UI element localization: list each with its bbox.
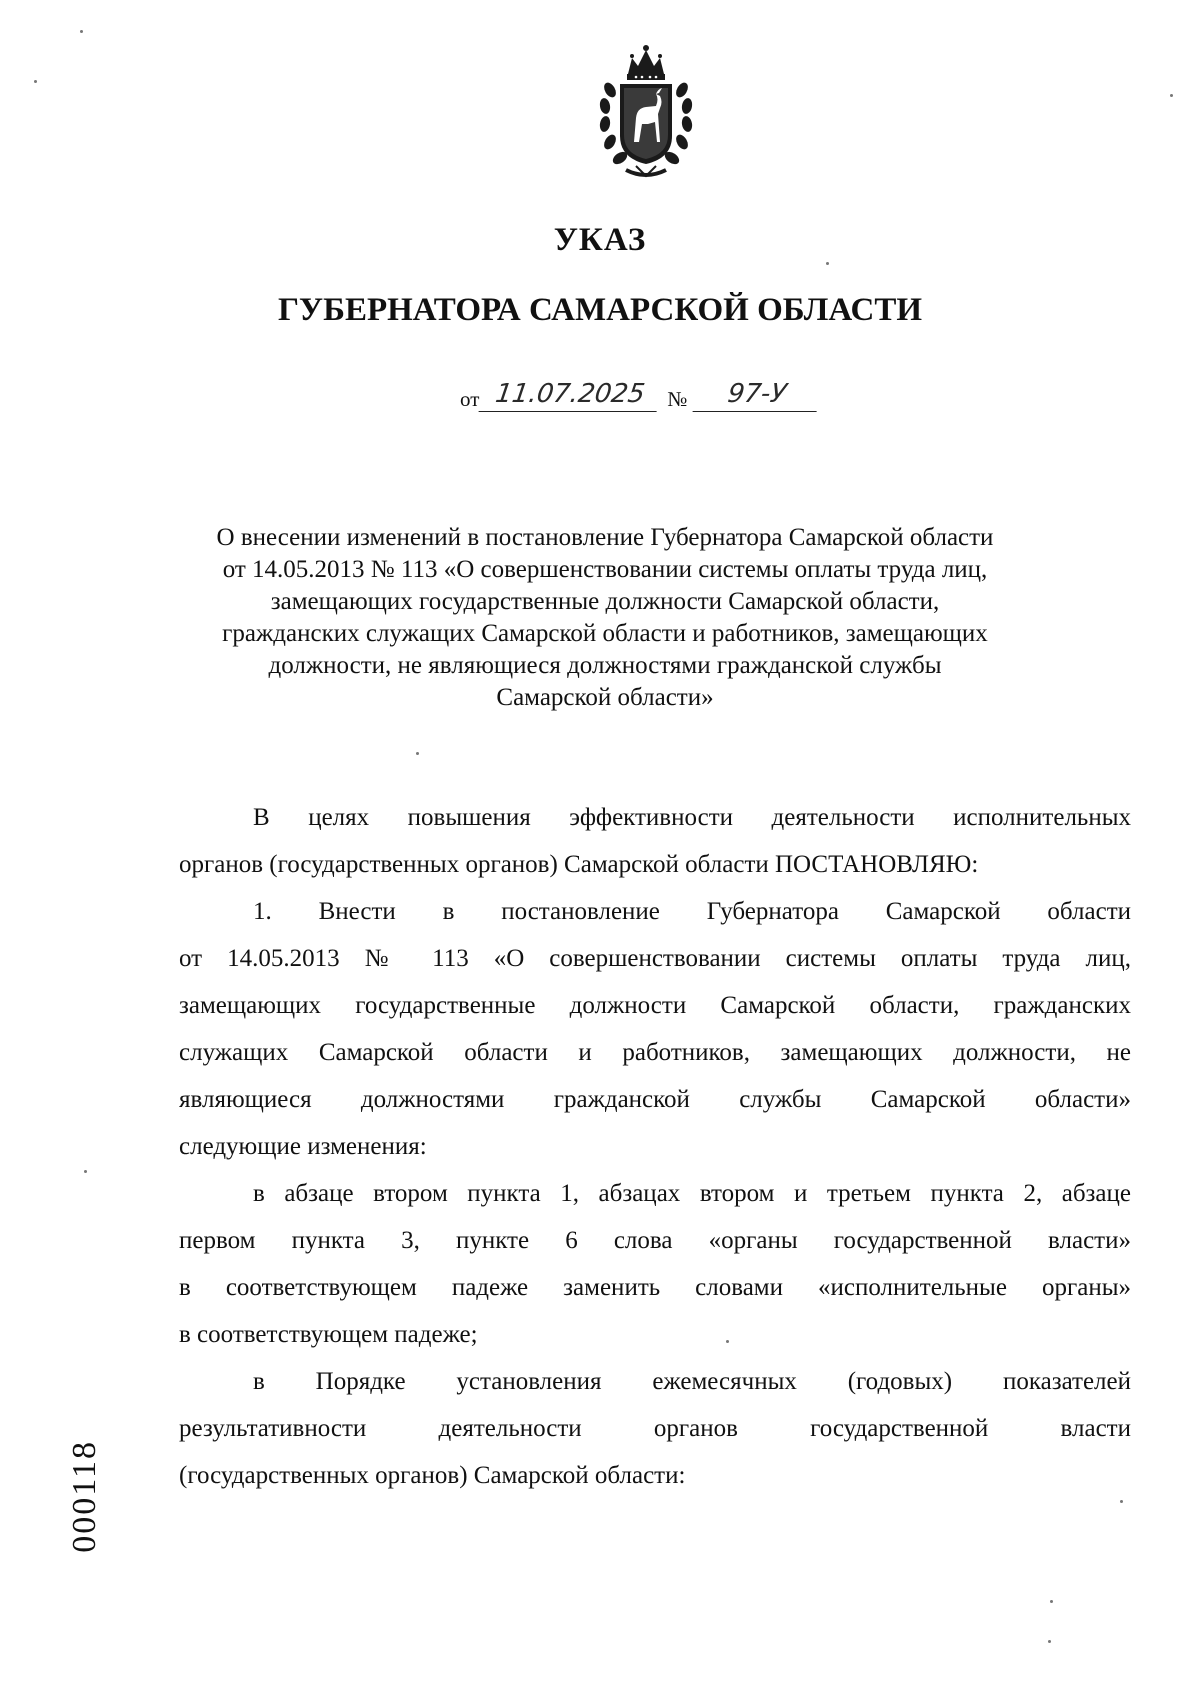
side-number-text: 000118: [66, 1440, 103, 1553]
body-line: В целях повышения эффективности деятельности исполнительных: [253, 804, 1131, 831]
body-line: в соответствующем падеже;: [179, 1321, 478, 1348]
date-number-line: [460, 372, 819, 412]
subject-line: Самарской области»: [496, 684, 714, 711]
scan-speck: [1048, 1640, 1051, 1643]
subject-line: должности, не являющиеся должностями гражданской службы: [268, 652, 942, 679]
coat-of-arms-icon: [596, 44, 696, 182]
scan-speck: [84, 1170, 87, 1173]
body-line: результативности деятельности органов государственной власти: [179, 1415, 1131, 1442]
body-line: замещающих государственные должности Самарской области, гражданских: [179, 992, 1131, 1019]
body-line: в соответствующем падеже заменить словами «исполнительные органы»: [179, 1274, 1131, 1301]
scan-speck: [826, 262, 829, 265]
body-line: органов (государственных органов) Самарской области ПОСТАНОВЛЯЮ:: [179, 851, 979, 878]
document-subtitle: ГУБЕРНАТОРА САМАРСКОЙ ОБЛАСТИ: [277, 292, 923, 328]
body-line: следующие изменения:: [179, 1133, 427, 1160]
scan-speck: [416, 752, 419, 755]
scan-speck: [80, 30, 83, 33]
scan-speck: [34, 80, 37, 83]
number-label: №: [667, 387, 688, 411]
subject-line: замещающих государственные должности Самарской области,: [270, 588, 940, 615]
handwritten-date: 11.07.2025: [479, 377, 662, 412]
scan-speck: [1050, 1600, 1053, 1603]
document-body: [179, 794, 1131, 1499]
body-line: служащих Самарской области и работников, замещающих должности, не: [179, 1039, 1131, 1066]
side-page-number: [66, 1440, 104, 1553]
body-line: (государственных органов) Самарской области:: [179, 1462, 686, 1489]
body-line: 1. Внести в постановление Губернатора Самарской области: [253, 898, 1131, 925]
body-line: в Порядке установления ежемесячных (годовых) показателей: [253, 1368, 1131, 1395]
body-line: первом пункта 3, пункте 6 слова «органы государственной власти»: [179, 1227, 1131, 1254]
scan-speck: [1170, 94, 1173, 97]
body-line: являющиеся должностями гражданской службы Самарской области»: [179, 1086, 1131, 1113]
scan-speck: [726, 1340, 729, 1343]
body-line: от 14.05.2013 № 113 «О совершенствовании системы оплаты труда лиц,: [179, 945, 1131, 972]
scan-speck: [1120, 1500, 1123, 1503]
date-label: от: [460, 387, 480, 411]
document-title: УКАЗ: [553, 222, 647, 258]
subject-line: О внесении изменений в постановление Губернатора Самарской области: [216, 524, 994, 551]
body-line: в абзаце втором пункта 1, абзацах втором и третьем пункта 2, абзаце: [253, 1180, 1131, 1207]
document-subject: [180, 522, 1030, 714]
subject-line: от 14.05.2013 № 113 «О совершенствовании системы оплаты труда лиц,: [222, 556, 988, 583]
handwritten-number: 97-У: [693, 377, 822, 412]
subject-line: гражданских служащих Самарской области и работников, замещающих: [222, 620, 988, 647]
